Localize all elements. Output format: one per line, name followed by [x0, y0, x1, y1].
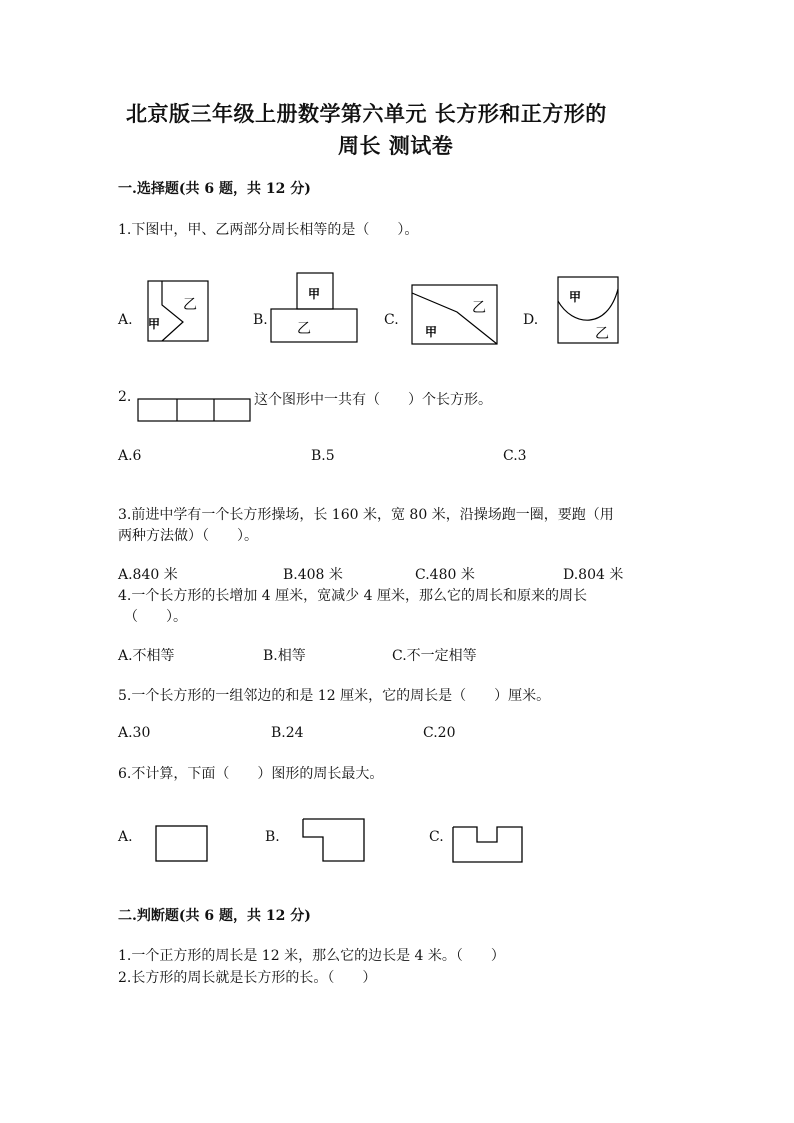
question-2-number: 2. — [118, 389, 132, 405]
q1-figure-b — [270, 272, 360, 344]
q6-figure-c — [452, 826, 524, 864]
question-6-text: 6.不计算，下面（ ）图形的周长最大。 — [118, 766, 384, 782]
q1d-jia-label: 甲 — [569, 290, 582, 304]
q3-option-a: A.840 米 — [118, 567, 178, 583]
question-1-text: 1.下图中，甲、乙两部分周长相等的是（ ）。 — [118, 222, 419, 238]
q1c-yi-label: 乙 — [472, 300, 486, 316]
q1b-yi-label: 乙 — [297, 321, 311, 337]
question-3-line1: 3.前进中学有一个长方形操场，长 160 米，宽 80 米，沿操场跑一圈，要跑（用 — [118, 507, 614, 523]
question-2-text: 这个图形中一共有（ ）个长方形。 — [254, 392, 492, 408]
q1-option-d-label: D. — [523, 312, 539, 328]
q1-option-a-label: A. — [118, 312, 133, 328]
question-3-line2: 两种方法做）（ ）。 — [118, 528, 258, 544]
question-4-line2: （ ）。 — [124, 609, 187, 625]
q1a-yi-label: 乙 — [183, 297, 197, 313]
q5-option-b: B.24 — [271, 725, 304, 741]
judgement-question-1: 1.一个正方形的周长是 12 米，那么它的边长是 4 米。（ ） — [118, 948, 505, 964]
q6-option-c-label: C. — [429, 829, 444, 845]
question-4-line1: 4.一个长方形的长增加 4 厘米，宽减少 4 厘米，那么它的周长和原来的周长 — [118, 588, 587, 604]
q4-option-a: A.不相等 — [118, 648, 175, 664]
q4-option-c: C.不一定相等 — [392, 648, 477, 664]
q3-option-d: D.804 米 — [563, 567, 624, 583]
q2-option-c: C.3 — [503, 448, 527, 464]
q1a-jia-label: 甲 — [148, 317, 161, 331]
q2-option-a: A.6 — [118, 448, 142, 464]
q5-option-c: C.20 — [423, 725, 456, 741]
q1d-yi-label: 乙 — [595, 326, 609, 342]
q1-figure-a — [147, 280, 209, 342]
judgement-question-2: 2.长方形的周长就是长方形的长。（ ） — [118, 970, 377, 986]
q1-figure-c — [411, 284, 499, 346]
section-heading-judgement: 二.判断题(共 6 题，共 12 分) — [118, 908, 311, 924]
section-heading-choice: 一.选择题(共 6 题，共 12 分) — [118, 181, 311, 197]
page-title-line2: 周长 测试卷 — [338, 133, 454, 158]
question-5-text: 5.一个长方形的一组邻边的和是 12 厘米，它的周长是（ ）厘米。 — [118, 688, 551, 704]
q4-option-b: B.相等 — [263, 648, 306, 664]
q6-figure-b — [302, 818, 366, 863]
q6-option-b-label: B. — [265, 829, 280, 845]
q6-option-a-label: A. — [118, 829, 133, 845]
q1-option-c-label: C. — [384, 312, 399, 328]
q3-option-b: B.408 米 — [283, 567, 343, 583]
q1c-jia-label: 甲 — [425, 325, 438, 339]
q1-option-b-label: B. — [253, 312, 268, 328]
q3-option-c: C.480 米 — [415, 567, 475, 583]
q5-option-a: A.30 — [118, 725, 151, 741]
q1-figure-d — [557, 276, 619, 344]
q2-option-b: B.5 — [311, 448, 335, 464]
page-title-line1: 北京版三年级上册数学第六单元 长方形和正方形的 — [126, 101, 607, 126]
q6-figure-a — [155, 825, 209, 863]
q2-rectangles-figure — [137, 398, 251, 422]
q1b-jia-label: 甲 — [308, 287, 321, 301]
